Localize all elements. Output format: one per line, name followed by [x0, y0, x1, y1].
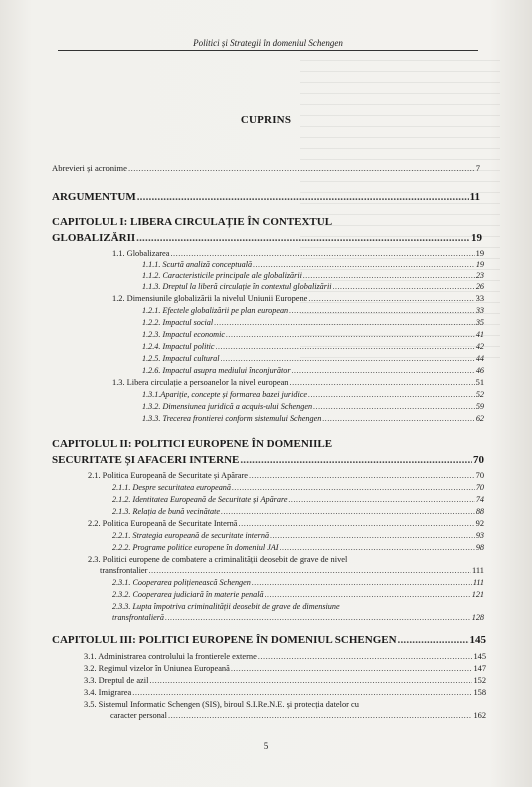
- toc-subsection-title: 1.2.3. Impactul economic: [142, 330, 225, 339]
- toc-section-page: 162: [473, 711, 486, 720]
- toc-chapter-page: 145: [469, 634, 486, 646]
- toc-section-page: 145: [473, 652, 486, 661]
- toc-subsection-title: 1.2.6. Impactul asupra mediului înconjurător: [142, 366, 291, 375]
- toc-subsection[interactable]: [112, 483, 484, 492]
- toc-subsection-title: 1.1.3. Dreptul la liberă circulație în contextul globalizării: [142, 282, 332, 291]
- toc-chapter[interactable]: [52, 454, 484, 466]
- toc-subsection-page: 70: [475, 483, 484, 492]
- toc-subsection-page: 23: [475, 271, 484, 280]
- toc-chapter-page: 19: [471, 232, 482, 244]
- toc-subsection-title: 1.3.2. Dimensiunea juridică a acquis-ului Schengen: [142, 402, 313, 411]
- toc-subsection-page: 121: [471, 590, 484, 599]
- toc-chapter-title-cont: GLOBALIZĂRII: [52, 232, 136, 244]
- toc-subsection[interactable]: [142, 402, 484, 411]
- toc-subsection[interactable]: [112, 531, 484, 540]
- toc-section-title: 3.1. Administrarea controlului la frontierele externe: [84, 652, 257, 661]
- toc-section[interactable]: [110, 711, 486, 720]
- toc-subsection-title: 1.1.1. Scurtă analiză conceptuală: [142, 260, 253, 269]
- toc-subsection-title: 2.3.1. Cooperarea polițienească Schengen: [112, 578, 251, 587]
- toc-subsection-title: 1.3.3. Trecerea frontierei conform sistemului Schengen: [142, 414, 322, 423]
- toc-subsection[interactable]: [142, 414, 484, 423]
- toc-section-page: 147: [473, 664, 486, 673]
- toc-subsection-title: 1.3.1.Apariție, concepte și formarea bazei juridice: [142, 390, 308, 399]
- toc-section-title-cont: caracter personal: [110, 711, 167, 720]
- toc-subsection-title: 2.2.2. Programe politice europene în domeniul JAI: [112, 543, 279, 552]
- toc-subsection-page: 62: [475, 414, 484, 423]
- running-header: Politici și Strategii în domeniul Schengen: [58, 38, 478, 51]
- toc-subsection[interactable]: [112, 578, 484, 587]
- toc-subsection-title: 1.2.2. Impactul social: [142, 318, 214, 327]
- toc-chapter-page: 70: [473, 454, 484, 466]
- toc-subsection[interactable]: [142, 318, 484, 327]
- page-title: CUPRINS: [240, 114, 292, 126]
- toc-entry[interactable]: [52, 163, 480, 173]
- toc-subsection-page: 44: [475, 354, 484, 363]
- toc-section-page: 92: [475, 519, 484, 528]
- toc-chapter-title: ARGUMENTUM: [52, 191, 136, 203]
- toc-subsection-page: 41: [475, 330, 484, 339]
- toc-subsection[interactable]: [142, 271, 484, 280]
- toc-subsection-page: 42: [475, 342, 484, 351]
- toc-subsection-page: 98: [475, 543, 484, 552]
- toc-subsection-page: 111: [472, 578, 484, 587]
- toc-section[interactable]: [84, 652, 486, 661]
- toc-subsection[interactable]: [142, 282, 484, 291]
- toc-subsection[interactable]: [112, 613, 484, 622]
- toc-subsection-title-cont: transfrontalieră: [112, 613, 165, 622]
- toc-section-title: 1.1. Globalizarea: [112, 249, 170, 258]
- toc-section-title: 3.4. Imigrarea: [84, 688, 132, 697]
- toc-subsection[interactable]: [142, 306, 484, 315]
- toc-section-page: 152: [473, 676, 486, 685]
- toc-section-title: 3.2. Regimul vizelor în Uniunea Europeană: [84, 664, 230, 673]
- toc-subsection-page: 35: [475, 318, 484, 327]
- toc-subsection[interactable]: [112, 543, 484, 552]
- toc-subsection[interactable]: [112, 590, 484, 599]
- toc-section-title: 3.3. Dreptul de azil: [84, 676, 149, 685]
- toc-subsection-title: 2.2.1. Strategia europeană de securitate internă: [112, 531, 270, 540]
- toc-section[interactable]: [112, 249, 484, 258]
- toc-section[interactable]: [84, 688, 486, 697]
- toc-subsection-page: 93: [475, 531, 484, 540]
- toc-subsection-title: 1.1.2. Caracteristicile principale ale globalizării: [142, 271, 302, 280]
- toc-subsection-page: 74: [475, 495, 484, 504]
- toc-subsection-title: 1.2.5. Impactul cultural: [142, 354, 220, 363]
- toc-chapter-title: CAPITOLUL II: POLITICI EUROPENE ÎN DOMENIILE: [52, 438, 333, 450]
- toc-section[interactable]: [112, 294, 484, 303]
- toc-subsection-title: 1.2.4. Impactul politic: [142, 342, 215, 351]
- toc-chapter-page: 11: [469, 191, 480, 203]
- toc-subsection-title: 2.1.3. Relația de bună vecinătate: [112, 507, 221, 516]
- toc-section-page: 158: [473, 688, 486, 697]
- toc-subsection[interactable]: [142, 342, 484, 351]
- toc-section[interactable]: [100, 566, 484, 575]
- toc-subsection-page: 19: [475, 260, 484, 269]
- toc-subsection[interactable]: [142, 330, 484, 339]
- toc-section[interactable]: [112, 378, 484, 387]
- toc-subsection[interactable]: [142, 260, 484, 269]
- toc-subsection[interactable]: [112, 507, 484, 516]
- toc-section-page: 51: [475, 378, 484, 387]
- toc-subsection-page: 59: [475, 402, 484, 411]
- toc-section[interactable]: [84, 664, 486, 673]
- toc-section-title: 2.3. Politici europene de combatere a criminalității deosebit de grave de nivel: [88, 555, 348, 564]
- toc-subsection[interactable]: [142, 366, 484, 375]
- toc-chapter-title-cont: SECURITATE ȘI AFACERI INTERNE: [52, 454, 240, 466]
- toc-subsection-title: 2.3.2. Cooperarea judiciară în materie penală: [112, 590, 264, 599]
- toc-section-page: 33: [475, 294, 484, 303]
- bleed-through-text: [300, 60, 500, 360]
- toc-section[interactable]: [84, 676, 486, 685]
- toc-section-page: 70: [475, 471, 484, 480]
- toc-subsection-page: 128: [471, 613, 484, 622]
- toc-section-title: 2.1. Politica Europeană de Securitate și Apărare: [88, 471, 248, 480]
- toc-subsection-title: 2.1.1. Despre securitatea europeană: [112, 483, 231, 492]
- toc-chapter-title: CAPITOLUL III: POLITICI EUROPENE ÎN DOMENIUL SCHENGEN: [52, 634, 397, 646]
- toc-chapter[interactable]: [52, 634, 486, 646]
- page-number: 5: [263, 741, 269, 751]
- toc-section-title-cont: transfrontalier: [100, 566, 148, 575]
- toc-subsection-page: 88: [475, 507, 484, 516]
- toc-subsection-title: 1.2.1. Efectele globalizării pe plan european: [142, 306, 289, 315]
- toc-subsection-title: 2.3.3. Lupta împotriva criminalității deosebit de grave de dimensiune: [112, 602, 340, 611]
- toc-chapter-title: CAPITOLUL I: LIBERA CIRCULAȚIE ÎN CONTEXTUL: [52, 216, 333, 228]
- toc-section-title: 1.3. Libera circulație a persoanelor la nivel european: [112, 378, 289, 387]
- toc-subsection-page: 26: [475, 282, 484, 291]
- toc-section-title: 3.5. Sistemul Informatic Schengen (SIS), biroul S.I.Re.N.E. și protecția datelor cu: [84, 700, 359, 709]
- toc-chapter[interactable]: [52, 232, 482, 244]
- toc-section[interactable]: [88, 471, 484, 480]
- toc-subsection-title: 2.1.2. Identitatea Europeană de Securitate și Apărare: [112, 495, 288, 504]
- toc-entry-title: Abrevieri și acronime: [52, 163, 127, 173]
- toc-subsection[interactable]: [142, 390, 484, 399]
- toc-subsection[interactable]: [112, 495, 484, 504]
- toc-chapter[interactable]: [52, 191, 480, 203]
- toc-section-title: 2.2. Politica Europeană de Securitate Internă: [88, 519, 238, 528]
- toc-subsection-page: 46: [475, 366, 484, 375]
- toc-subsection[interactable]: [142, 354, 484, 363]
- toc-subsection-page: 52: [475, 390, 484, 399]
- toc-section-page: 19: [475, 249, 484, 258]
- toc-section[interactable]: [88, 519, 484, 528]
- toc-section-title: 1.2. Dimensiunile globalizării la nivelul Uniunii Europene: [112, 294, 308, 303]
- toc-section-page: 111: [472, 566, 484, 575]
- toc-entry-page: 7: [475, 163, 480, 173]
- toc-subsection-page: 33: [475, 306, 484, 315]
